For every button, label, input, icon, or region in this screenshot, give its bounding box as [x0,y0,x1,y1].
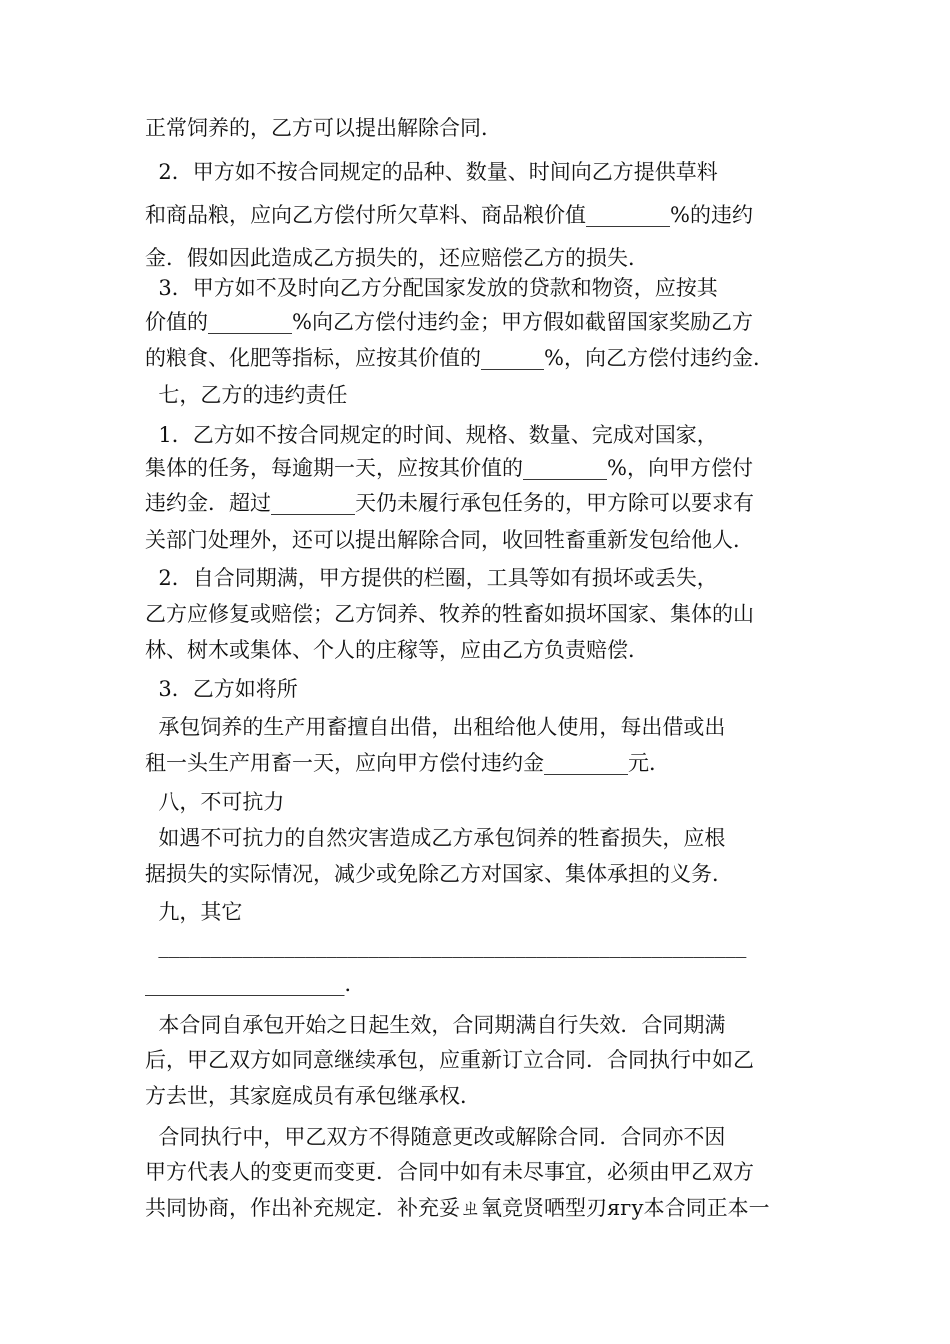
text-line: 2．甲方如不按合同规定的品种、数量、时间向乙方提供草料 [145,160,718,184]
text-line: 和商品粮，应向乙方偿付所欠草料、商品粮价值________%的违约 [145,203,753,227]
text-line: 3．甲方如不及时向乙方分配国家发放的贷款和物资，应按其 [145,276,718,300]
text-line: 如遇不可抗力的自然灾害造成乙方承包饲养的牲畜损失，应根 [145,826,726,850]
text-line: 方去世，其家庭成员有承包继承权． [145,1084,481,1108]
section-heading: 七，乙方的违约责任 [145,383,348,407]
section-heading: 九，其它 [145,900,243,924]
text-line: 据损失的实际情况，减少或免除乙方对国家、集体承担的义务． [145,862,733,886]
text-line: 合同执行中，甲乙双方不得随意更改或解除合同．合同亦不因 [145,1125,726,1149]
text-line: 林、树木或集体、个人的庄稼等，应由乙方负责赔偿． [145,638,649,662]
text-line: 的粮食、化肥等指标，应按其价值的______%，向乙方偿付违约金． [145,346,774,370]
text-line: 关部门处理外，还可以提出解除合同，收回牲畜重新发包给他人． [145,528,754,552]
section-heading: 八，不可抗力 [145,790,285,814]
blank-line: ___________________． [145,972,366,996]
text-line: 金．假如因此造成乙方损失的，还应赔偿乙方的损失． [145,246,649,270]
text-line: 价值的________%向乙方偿付违约金；甲方假如截留国家奖励乙方 [145,310,753,334]
text-line: 租一头生产用畜一天，应向甲方偿付违约金________元． [145,751,670,775]
text-line: 本合同自承包开始之日起生效，合同期满自行失效．合同期满 [145,1013,726,1037]
text-line: 甲方代表人的变更而变更．合同中如有未尽事宜，必须由甲乙双方 [145,1160,754,1184]
text-line: 1．乙方如不按合同规定的时间、规格、数量、完成对国家， [145,423,718,447]
text-line: 乙方应修复或赔偿；乙方饲养、牧养的牲畜如损坏国家、集体的山 [145,602,754,626]
text-line: 共同协商，作出补充规定．补充妥ㄓ氧竞贤哂型刃ягу本合同正本一 [145,1196,770,1220]
text-line: 2．自合同期满，甲方提供的栏圈，工具等如有损坏或丢失， [145,566,718,590]
text-line: 违约金．超过________天仍未履行承包任务的，甲方除可以要求有 [145,491,754,515]
text-line: 3．乙方如将所 [145,677,298,701]
text-line: 后，甲乙双方如同意继续承包，应重新订立合同．合同执行中如乙 [145,1048,754,1072]
text-line: 集体的任务，每逾期一天，应按其价值的________%，向甲方偿付 [145,456,753,480]
blank-line: ________________________________________________________ [145,934,747,958]
text-line: 正常饲养的，乙方可以提出解除合同． [145,116,502,140]
text-line: 承包饲养的生产用畜擅自出借，出租给他人使用，每出借或出 [145,715,726,739]
